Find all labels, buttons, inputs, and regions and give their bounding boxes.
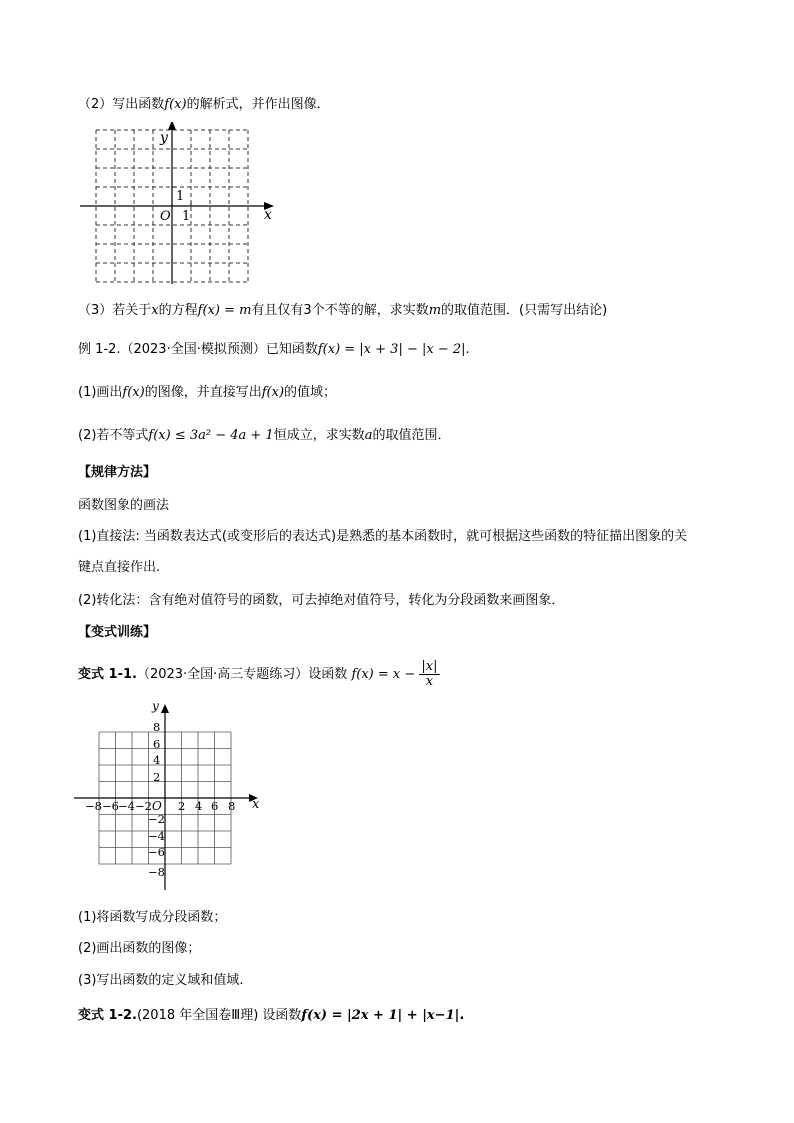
x-tick-label: −8 xyxy=(85,799,102,813)
method-transform: (2)转化法：含有绝对值符号的函数，可去掉绝对值符号，转化为分段函数来画图象． xyxy=(78,593,565,608)
variant-label: 变式 1-2. xyxy=(78,1008,137,1023)
y-tick-label: 6 xyxy=(153,737,161,751)
y-tick-label: −4 xyxy=(148,829,165,843)
y-tick-label: 4 xyxy=(153,753,161,767)
variant-1-2: 变式 1-2.(2018 年全国卷Ⅲ理) 设函数f(x) = |2x + 1| + |x−1|. xyxy=(78,1008,465,1023)
inequality: f(x) ≤ 3a² − 4a + 1 xyxy=(148,428,274,443)
x-axis-label: x xyxy=(252,797,260,812)
fx-symbol: f(x) xyxy=(164,97,187,112)
y-tick-label: −2 xyxy=(148,812,165,826)
method-heading: 【规律方法】 xyxy=(78,465,157,480)
coordinate-grid-1 xyxy=(72,122,292,292)
y-unit-label: 1 xyxy=(176,189,185,204)
method-subtitle: 函数图象的画法 xyxy=(78,498,170,513)
question-2: （2）写出函数f(x)的解析式，并作出图像． xyxy=(78,97,330,112)
formula: f(x) = |x + 3| − |x − 2| xyxy=(317,342,466,357)
x-tick-label: 8 xyxy=(228,799,236,813)
x-tick-label: 4 xyxy=(195,799,203,813)
y-tick-label: −6 xyxy=(148,845,165,859)
formula: f(x) = |2x + 1| + |x−1| xyxy=(301,1008,460,1023)
variant-label: 变式 1-1. xyxy=(78,667,137,682)
variant-1-1-item-3: (3)写出函数的定义域和值域. xyxy=(78,973,244,988)
variant-1-1-item-1: (1)将函数写成分段函数； xyxy=(78,910,227,925)
question-3: （3）若关于x的方程f(x) = m有且仅有3个不等的解，求实数m的取值范围．(只需写出结论) xyxy=(78,303,608,318)
x-axis-label: x xyxy=(264,207,272,223)
y-axis-arrow xyxy=(161,704,169,713)
method-direct-line2: 键点直接作出. xyxy=(78,560,161,575)
x-unit-label: 1 xyxy=(182,209,191,224)
variant-1-1: 变式 1-1.（2023·全国·高三专题练习）设函数 f(x) = x − $\frac{|x|}{x}$ xyxy=(78,659,438,689)
origin-label: O xyxy=(152,799,162,813)
y-axis-label: y xyxy=(160,130,168,146)
fraction: $\frac{|x|}{x}$ xyxy=(421,659,438,689)
x-tick-label: 2 xyxy=(178,799,186,813)
x-tick-label: −2 xyxy=(135,799,152,813)
coordinate-grid-2 xyxy=(72,698,272,893)
method-direct-line1: (1)直接法: 当函数表达式(或变形后的表达式)是熟悉的基本函数时，就可根据这些函数的特征描出图象的关 xyxy=(78,529,688,544)
y-tick-label: 2 xyxy=(153,770,161,784)
variant-1-1-item-2: (2)画出函数的图像； xyxy=(78,941,201,956)
y-tick-label: 8 xyxy=(153,720,161,734)
y-tick-label: −8 xyxy=(148,865,165,879)
origin-label: O xyxy=(160,209,171,224)
variant-heading: 【变式训练】 xyxy=(78,625,157,640)
example-1-2-part-1: (1)画出f(x)的图像，并直接写出f(x)的值域； xyxy=(78,385,337,400)
x-tick-label: −6 xyxy=(102,799,119,813)
equation: f(x) = m xyxy=(197,303,252,318)
example-1-2-part-2: (2)若不等式f(x) ≤ 3a² − 4a + 1恒成立，求实数a的取值范围． xyxy=(78,428,451,443)
x-tick-label: 6 xyxy=(211,799,219,813)
y-axis-label: y xyxy=(152,699,159,713)
y-axis-arrow xyxy=(168,122,176,130)
example-1-2: 例 1-2.（2023·全国·模拟预测）已知函数f(x) = |x + 3| − |x − 2|. xyxy=(78,342,470,357)
x-tick-label: −4 xyxy=(118,799,135,813)
